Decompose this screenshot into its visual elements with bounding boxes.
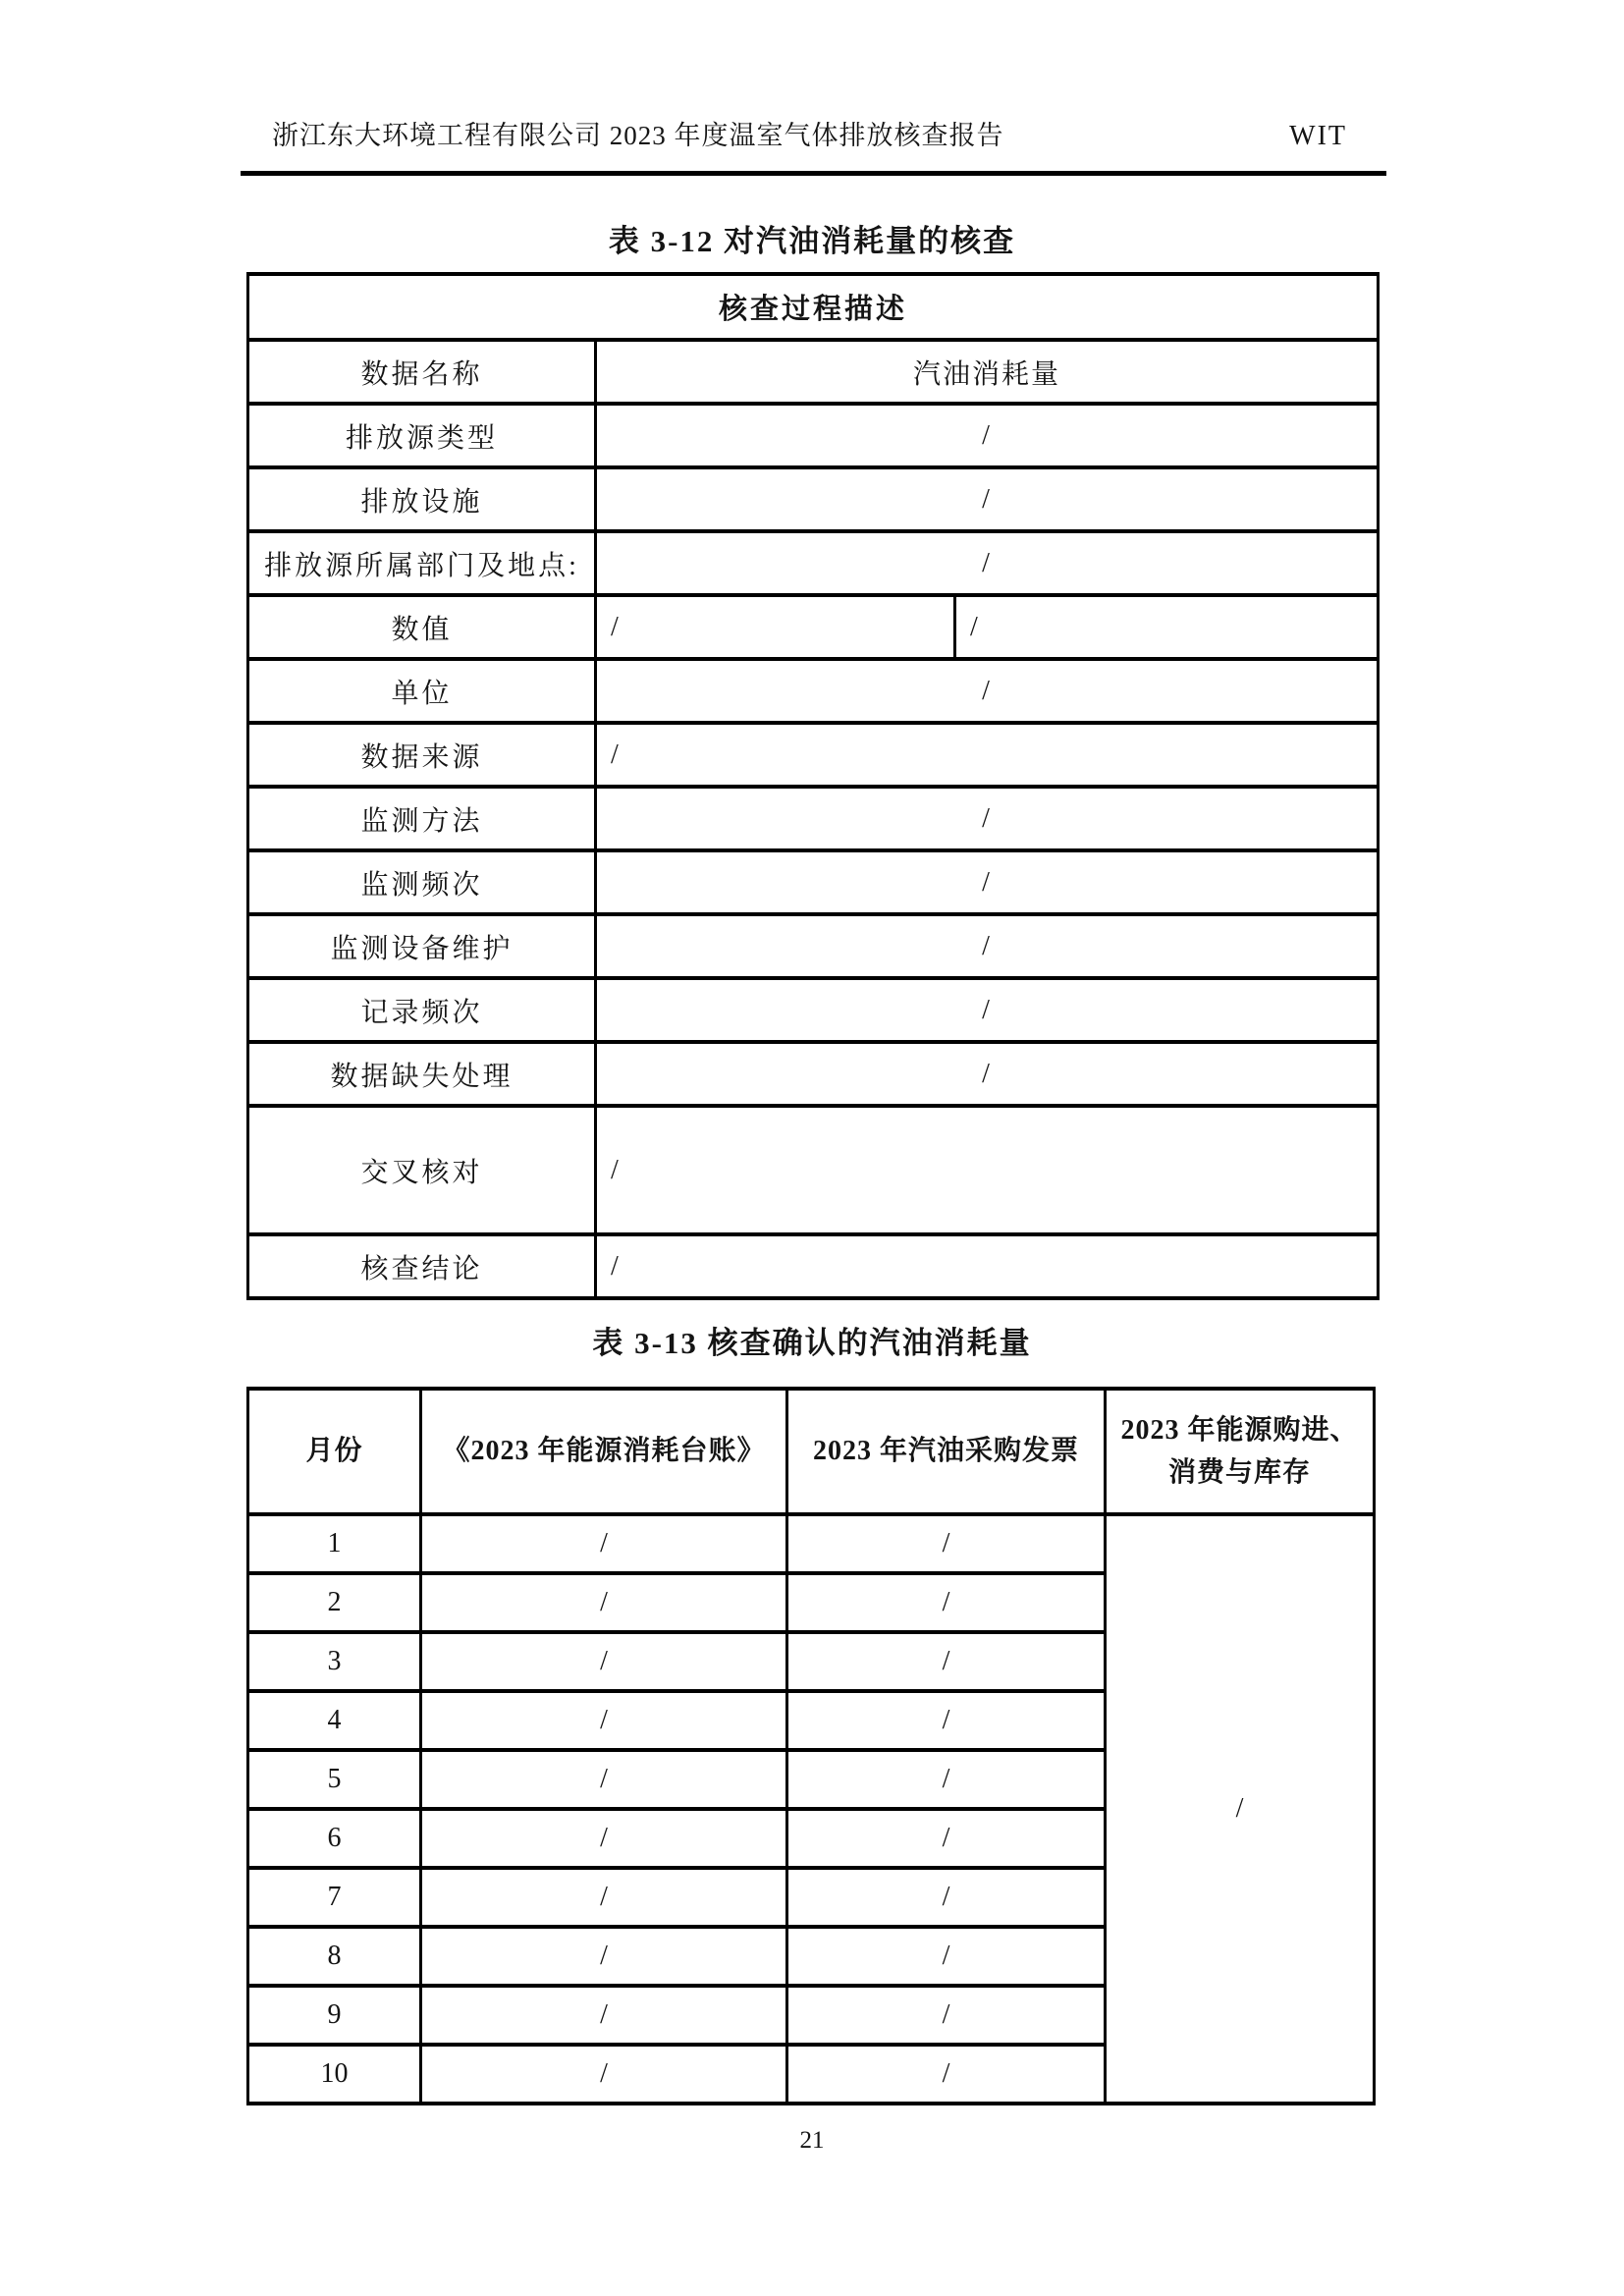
month-cell: 10 (248, 2045, 421, 2104)
invoice-cell: / (787, 1691, 1106, 1750)
row-label: 记录频次 (248, 978, 596, 1042)
row-value: / (596, 1106, 1379, 1234)
month-cell: 9 (248, 1986, 421, 2045)
header-logo-text: WIT (1289, 121, 1347, 151)
row-value: / (596, 1234, 1379, 1298)
invoice-cell: / (787, 1573, 1106, 1632)
ledger-cell: / (421, 1573, 787, 1632)
row-label: 监测设备维护 (248, 914, 596, 978)
month-cell: 6 (248, 1809, 421, 1868)
ledger-cell: / (421, 1809, 787, 1868)
month-cell: 7 (248, 1868, 421, 1927)
row-label: 单位 (248, 659, 596, 723)
ledger-cell: / (421, 1632, 787, 1691)
verification-process-table (246, 272, 1380, 1300)
ledger-cell: / (421, 1691, 787, 1750)
row-label: 数据缺失处理 (248, 1042, 596, 1106)
row-value: / (596, 404, 1379, 467)
merged-purchase-stock-cell: / (1106, 1514, 1375, 2104)
ledger-cell: / (421, 2045, 787, 2104)
table1-row (248, 850, 1379, 914)
table1-row (248, 978, 1379, 1042)
month-cell: 8 (248, 1927, 421, 1986)
row-value: / (596, 1042, 1379, 1106)
month-cell: 1 (248, 1514, 421, 1573)
confirmed-consumption-table (246, 1387, 1376, 2105)
row-label: 排放源类型 (248, 404, 596, 467)
month-cell: 3 (248, 1632, 421, 1691)
header-report-title: 浙江东大环境工程有限公司 2023 年度温室气体排放核查报告 (272, 121, 1004, 150)
table1-row (248, 659, 1379, 723)
invoice-cell: / (787, 1809, 1106, 1868)
table1-row (248, 1234, 1379, 1298)
table1-row (248, 914, 1379, 978)
table1-section-row (248, 274, 1379, 340)
table1-row (248, 1106, 1379, 1234)
table2-row (248, 1514, 1375, 1573)
row-value: / (596, 531, 1379, 595)
page-header (272, 114, 1386, 152)
table2-header-row (248, 1389, 1375, 1514)
col-header-ledger: 《2023 年能源消耗台账》 (421, 1389, 787, 1514)
table1-row (248, 467, 1379, 531)
invoice-cell: / (787, 2045, 1106, 2104)
row-label: 核查结论 (248, 1234, 596, 1298)
row-value: / (596, 978, 1379, 1042)
col-header-invoice: 2023 年汽油采购发票 (787, 1389, 1106, 1514)
invoice-cell: / (787, 1750, 1106, 1809)
table1-row (248, 340, 1379, 404)
row-value: / (596, 467, 1379, 531)
table2-title: 表 3-13 核查确认的汽油消耗量 (592, 1326, 1032, 1360)
table1-row-split (248, 595, 1379, 659)
month-cell: 4 (248, 1691, 421, 1750)
table1-row (248, 1042, 1379, 1106)
row-value: / (596, 723, 1379, 787)
invoice-cell: / (787, 1868, 1106, 1927)
col-header-month: 月份 (248, 1389, 421, 1514)
col-header-purchase-stock: 2023 年能源购进、消费与库存 (1106, 1389, 1375, 1514)
ledger-cell: / (421, 1750, 787, 1809)
row-value: / (596, 787, 1379, 850)
table1-row (248, 787, 1379, 850)
row-label: 监测方法 (248, 787, 596, 850)
row-label: 排放设施 (248, 467, 596, 531)
table1-row (248, 531, 1379, 595)
row-value: / (596, 850, 1379, 914)
invoice-cell: / (787, 1514, 1106, 1573)
invoice-cell: / (787, 1632, 1106, 1691)
row-label: 数值 (248, 595, 596, 659)
row-value-2: / (955, 595, 1379, 659)
row-label: 监测频次 (248, 850, 596, 914)
header-divider (241, 171, 1386, 176)
table1-row (248, 404, 1379, 467)
page-number: 21 (799, 2127, 825, 2154)
table1-row (248, 723, 1379, 787)
row-label: 交叉核对 (248, 1106, 596, 1234)
row-value: / (596, 914, 1379, 978)
table1-title: 表 3-12 对汽油消耗量的核查 (608, 224, 1016, 258)
row-label: 数据名称 (248, 340, 596, 404)
table1-section-header: 核查过程描述 (248, 274, 1379, 340)
row-value: / (596, 659, 1379, 723)
ledger-cell: / (421, 1927, 787, 1986)
month-cell: 5 (248, 1750, 421, 1809)
ledger-cell: / (421, 1514, 787, 1573)
invoice-cell: / (787, 1986, 1106, 2045)
row-value-1: / (596, 595, 955, 659)
row-value: 汽油消耗量 (596, 340, 1379, 404)
month-cell: 2 (248, 1573, 421, 1632)
ledger-cell: / (421, 1868, 787, 1927)
row-label: 排放源所属部门及地点: (248, 531, 596, 595)
ledger-cell: / (421, 1986, 787, 2045)
row-label: 数据来源 (248, 723, 596, 787)
invoice-cell: / (787, 1927, 1106, 1986)
